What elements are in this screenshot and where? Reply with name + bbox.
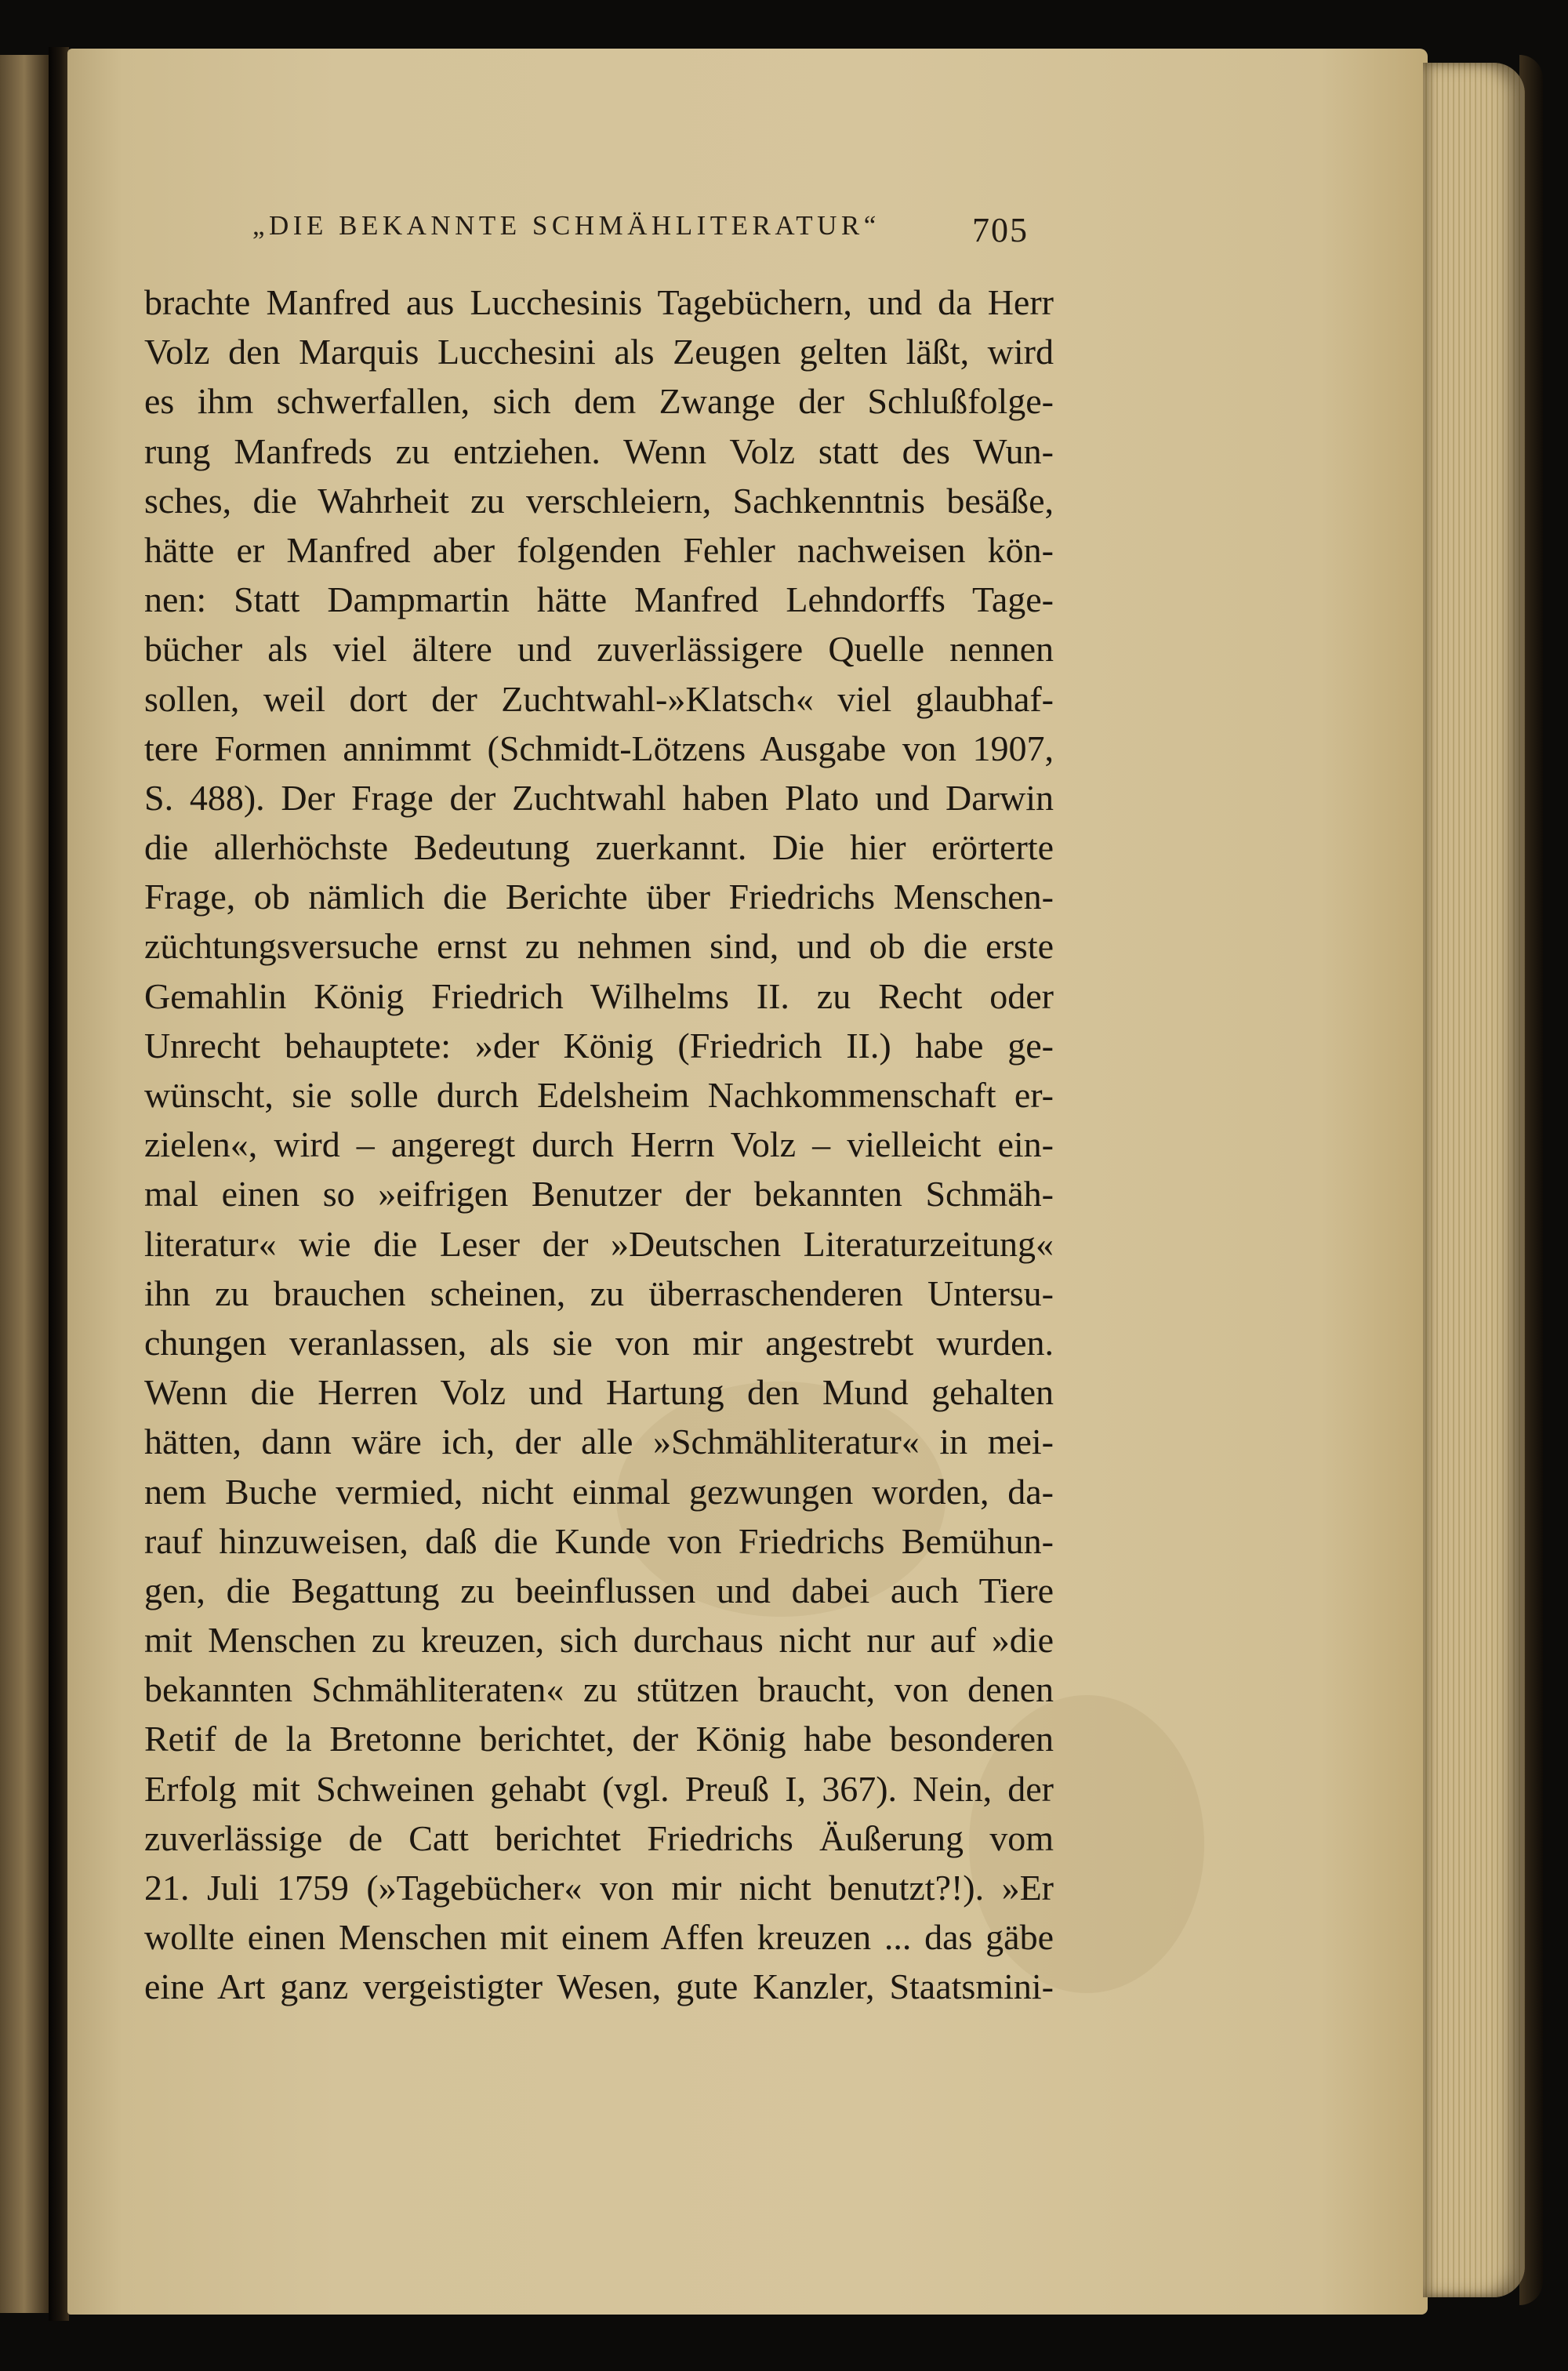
- text-line: bekannten Schmähliteraten« zu stützen braucht, von denen: [144, 1669, 1054, 1710]
- text-line: sches, die Wahrheit zu verschleiern, Sachkenntnis besäße,: [144, 480, 1054, 521]
- text-line: tere Formen annimmt (Schmidt-Lötzens Ausgabe von 1907,: [144, 728, 1054, 768]
- text-line: hätten, dann wäre ich, der alle »Schmähliteratur« in mei-: [144, 1422, 1054, 1462]
- text-line: Volz den Marquis Lucchesini als Zeugen gelten läßt, wird: [144, 332, 1054, 372]
- page-number: 705: [972, 211, 1029, 249]
- text-line: wünscht, sie solle durch Edelsheim Nachkommenschaft er-: [144, 1075, 1054, 1115]
- text-line: literatur« wie die Leser der »Deutschen Literaturzeitung«: [144, 1223, 1054, 1264]
- text-line: nem Buche vermied, nicht einmal gezwungen worden, da-: [144, 1471, 1054, 1512]
- text-line: Wenn die Herren Volz und Hartung den Mund gehalten: [144, 1372, 1054, 1413]
- text-line: Frage, ob nämlich die Berichte über Friedrichs Menschen-: [144, 877, 1054, 917]
- text-line: bücher als viel ältere und zuverlässigere Quelle nennen: [144, 629, 1054, 670]
- text-line: 21. Juli 1759 (»Tagebücher« von mir nicht benutzt?!). »Er: [144, 1868, 1054, 1908]
- text-line: Unrecht behauptete: »der König (Friedrich II.) habe ge-: [144, 1025, 1054, 1066]
- body-text: [144, 278, 1054, 2012]
- text-line: ihn zu brauchen scheinen, zu überraschenderen Untersu-: [144, 1273, 1054, 1313]
- text-line: eine Art ganz vergeistigter Wesen, gute Kanzler, Staatsmini-: [144, 1966, 1054, 2007]
- text-line: zuverlässige de Catt berichtet Friedrichs Äußerung vom: [144, 1817, 1054, 1858]
- text-line: hätte er Manfred aber folgenden Fehler nachweisen kön-: [144, 529, 1054, 570]
- book-gutter: [49, 47, 69, 2321]
- text-line: Retif de la Bretonne berichtet, der König habe besonderen: [144, 1719, 1054, 1759]
- text-line: die allerhöchste Bedeutung zuerkannt. Die hier erörterte: [144, 827, 1054, 868]
- facing-page-edge: [0, 55, 52, 2313]
- text-line: züchtungsversuche ernst zu nehmen sind, und ob die erste: [144, 926, 1054, 967]
- text-line: chungen veranlassen, als sie von mir angestrebt wurden.: [144, 1322, 1054, 1363]
- text-line: Erfolg mit Schweinen gehabt (vgl. Preuß I, 367). Nein, der: [144, 1768, 1054, 1809]
- text-line: rung Manfreds zu entziehen. Wenn Volz statt des Wun-: [144, 430, 1054, 471]
- text-line: es ihm schwerfallen, sich dem Zwange der Schlußfolge-: [144, 381, 1054, 422]
- running-head: „DIE BEKANNTE SCHMÄHLITERATUR“: [252, 210, 880, 241]
- text-line: brachte Manfred aus Lucchesinis Tagebüchern, und da Herr: [144, 282, 1054, 322]
- text-line: rauf hinzuweisen, daß die Kunde von Friedrichs Bemühun-: [144, 1520, 1054, 1561]
- text-line: mal einen so »eifrigen Benutzer der bekannten Schmäh-: [144, 1174, 1054, 1215]
- text-line: S. 488). Der Frage der Zuchtwahl haben Plato und Darwin: [144, 777, 1054, 818]
- text-line: mit Menschen zu kreuzen, sich durchaus nicht nur auf »die: [144, 1620, 1054, 1661]
- text-line: Gemahlin König Friedrich Wilhelms II. zu Recht oder: [144, 975, 1054, 1016]
- text-line: zielen«, wird – angeregt durch Herrn Volz – vielleicht ein-: [144, 1124, 1054, 1165]
- text-line: gen, die Begattung zu beeinflussen und dabei auch Tiere: [144, 1570, 1054, 1610]
- text-line: nen: Statt Dampmartin hätte Manfred Lehndorffs Tage-: [144, 579, 1054, 620]
- text-line: wollte einen Menschen mit einem Affen kreuzen ... das gäbe: [144, 1917, 1054, 1958]
- text-line: sollen, weil dort der Zuchtwahl-»Klatsch« viel glaubhaf-: [144, 678, 1054, 719]
- page-stack-edges: [1423, 63, 1525, 2297]
